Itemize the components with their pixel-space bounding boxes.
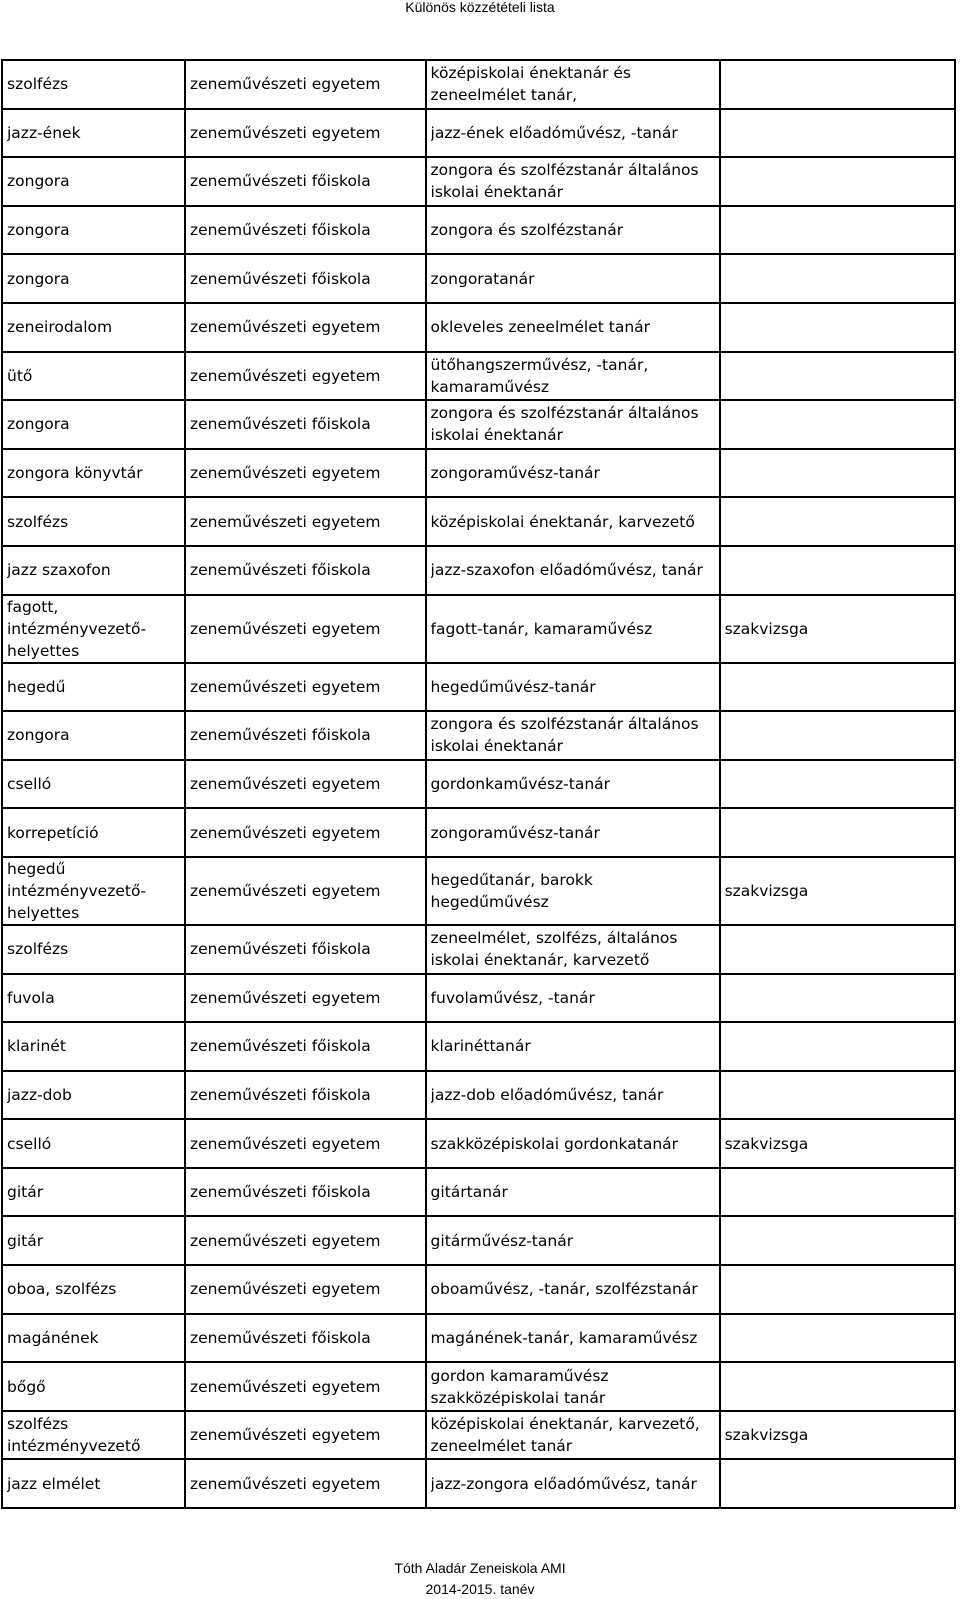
exam-cell	[720, 1314, 955, 1363]
institution-cell	[185, 303, 426, 352]
qualification-cell-text: gordon kamaraművész szakközépiskolai tanár	[430, 1366, 609, 1407]
subject-cell	[2, 497, 185, 546]
institution-cell-text: zeneművészeti egyetem	[189, 318, 381, 337]
qualification-cell-text: gordonkaművész-tanár	[430, 775, 611, 794]
institution-cell	[185, 974, 426, 1023]
qualification-cell-text: ütőhangszerművész, -tanár, kamaraművész	[430, 355, 649, 396]
subject-cell-text: ütő	[7, 366, 33, 385]
subject-cell-text: szolfézs intézményvezető	[7, 1415, 141, 1456]
qualification-cell-text: gitárművész-tanár	[430, 1231, 574, 1250]
qualification-cell	[426, 546, 720, 595]
institution-cell-text: zeneművészeti egyetem	[189, 619, 381, 638]
qualification-cell-text: középiskolai énektanár és zeneelmélet tanár,	[430, 64, 631, 105]
qualification-cell	[426, 760, 720, 809]
institution-cell-text: zeneművészeti egyetem	[189, 75, 381, 94]
qualification-cell	[426, 1071, 720, 1120]
exam-cell	[720, 546, 955, 595]
table-row	[2, 760, 955, 809]
qualification-cell	[426, 925, 720, 974]
institution-cell	[185, 711, 426, 760]
subject-cell	[2, 711, 185, 760]
institution-cell	[185, 60, 426, 109]
exam-cell	[720, 254, 955, 303]
subject-cell-text: magánének	[7, 1328, 99, 1347]
table-row	[2, 546, 955, 595]
subject-cell	[2, 1314, 185, 1363]
subject-cell	[2, 1459, 185, 1508]
subject-cell-text: szolfézs	[7, 940, 69, 959]
subject-cell-text: zongora	[7, 221, 70, 240]
subject-cell	[2, 663, 185, 712]
subject-cell-text: zongora	[7, 172, 70, 191]
qualification-cell	[426, 60, 720, 109]
table-row	[2, 497, 955, 546]
table-row	[2, 974, 955, 1023]
table-row	[2, 857, 955, 925]
qualification-cell	[426, 1216, 720, 1265]
table-row	[2, 400, 955, 449]
institution-cell	[185, 1119, 426, 1168]
subject-cell-text: gitár	[7, 1183, 44, 1202]
qualification-cell-text: zongoraművész-tanár	[430, 464, 600, 483]
subject-cell	[2, 109, 185, 158]
subject-cell-text: zongora könyvtár	[7, 464, 143, 483]
subject-cell-text: jazz-ének	[7, 123, 81, 142]
table-row	[2, 711, 955, 760]
table-row	[2, 449, 955, 498]
qualification-cell	[426, 206, 720, 255]
qualification-cell	[426, 1411, 720, 1460]
exam-cell	[720, 1071, 955, 1120]
qualification-cell	[426, 663, 720, 712]
exam-cell	[720, 925, 955, 974]
subject-cell	[2, 1265, 185, 1314]
exam-cell	[720, 663, 955, 712]
qualification-cell-text: jazz-ének előadóművész, -tanár	[430, 123, 678, 142]
institution-cell	[185, 1459, 426, 1508]
subject-cell	[2, 206, 185, 255]
institution-cell-text: zeneművészeti főiskola	[189, 415, 371, 434]
subject-cell	[2, 254, 185, 303]
subject-cell	[2, 400, 185, 449]
table-row	[2, 1071, 955, 1120]
subject-cell-text: zongora	[7, 269, 70, 288]
subject-cell	[2, 60, 185, 109]
subject-cell	[2, 925, 185, 974]
exam-cell	[720, 1459, 955, 1508]
institution-cell	[185, 1362, 426, 1411]
subject-cell	[2, 157, 185, 206]
exam-cell-text: szakvizsga	[724, 1426, 809, 1445]
subject-cell-text: szolfézs	[7, 512, 69, 531]
exam-cell	[720, 352, 955, 401]
qualification-cell	[426, 109, 720, 158]
exam-cell	[720, 857, 955, 925]
exam-cell	[720, 1216, 955, 1265]
qualification-cell-text: hegedűművész-tanár	[430, 677, 596, 696]
institution-cell	[185, 449, 426, 498]
table-row	[2, 206, 955, 255]
qualification-cell	[426, 1265, 720, 1314]
subject-cell-text: cselló	[7, 775, 52, 794]
qualification-cell	[426, 1362, 720, 1411]
exam-cell	[720, 449, 955, 498]
table-row	[2, 1119, 955, 1168]
qualification-cell-text: zeneelmélet, szolfézs, általános iskolai énektanár, karvezető	[430, 929, 678, 970]
exam-cell	[720, 595, 955, 663]
exam-cell-text: szakvizsga	[724, 619, 809, 638]
subject-cell	[2, 974, 185, 1023]
table-row	[2, 352, 955, 401]
institution-cell-text: zeneművészeti egyetem	[189, 123, 381, 142]
institution-cell-text: zeneművészeti egyetem	[189, 823, 381, 842]
table-row	[2, 157, 955, 206]
qualification-cell	[426, 808, 720, 857]
qualification-cell	[426, 303, 720, 352]
institution-cell-text: zeneművészeti egyetem	[189, 366, 381, 385]
qualification-cell-text: középiskolai énektanár, karvezető	[430, 512, 695, 531]
institution-cell	[185, 1022, 426, 1071]
institution-cell-text: zeneművészeti főiskola	[189, 221, 371, 240]
qualification-cell	[426, 1022, 720, 1071]
page-title: Különös közzétételi lista	[405, 0, 555, 15]
institution-cell	[185, 1314, 426, 1363]
qualification-cell-text: zongora és szolfézstanár	[430, 221, 624, 240]
subject-cell-text: szolfézs	[7, 75, 69, 94]
qualification-cell	[426, 857, 720, 925]
exam-cell	[720, 157, 955, 206]
staff-qualification-table	[1, 59, 956, 1509]
institution-cell-text: zeneművészeti főiskola	[189, 1183, 371, 1202]
subject-cell-text: jazz elmélet	[7, 1474, 101, 1493]
qualification-cell-text: zongora és szolfézstanár általános iskolai énektanár	[430, 404, 699, 445]
table-row	[2, 1265, 955, 1314]
subject-cell-text: fuvola	[7, 988, 55, 1007]
exam-cell	[720, 974, 955, 1023]
subject-cell-text: zeneirodalom	[7, 318, 113, 337]
subject-cell	[2, 1119, 185, 1168]
qualification-cell-text: zongora és szolfézstanár általános iskolai énektanár	[430, 161, 699, 202]
exam-cell	[720, 760, 955, 809]
exam-cell	[720, 497, 955, 546]
institution-cell	[185, 497, 426, 546]
table-row	[2, 109, 955, 158]
institution-cell-text: zeneművészeti főiskola	[189, 269, 371, 288]
exam-cell	[720, 1168, 955, 1217]
table-row	[2, 595, 955, 663]
qualification-cell-text: fagott-tanár, kamaraművész	[430, 619, 653, 638]
institution-cell-text: zeneművészeti egyetem	[189, 1231, 381, 1250]
subject-cell	[2, 352, 185, 401]
institution-cell	[185, 206, 426, 255]
institution-cell-text: zeneművészeti főiskola	[189, 561, 371, 580]
subject-cell-text: zongora	[7, 415, 70, 434]
exam-cell	[720, 1022, 955, 1071]
institution-cell	[185, 857, 426, 925]
subject-cell-text: zongora	[7, 726, 70, 745]
subject-cell	[2, 1071, 185, 1120]
table-row	[2, 1362, 955, 1411]
qualification-cell-text: hegedűtanár, barokk hegedűművész	[430, 870, 593, 911]
qualification-cell-text: magánének-tanár, kamaraművész	[430, 1328, 698, 1347]
qualification-cell	[426, 595, 720, 663]
school-year: 2014-2015. tanév	[425, 1581, 535, 1597]
qualification-cell-text: zongoraművész-tanár	[430, 823, 600, 842]
exam-cell	[720, 808, 955, 857]
qualification-cell	[426, 711, 720, 760]
exam-cell-text: szakvizsga	[724, 881, 809, 900]
institution-cell	[185, 352, 426, 401]
table-row	[2, 1411, 955, 1460]
subject-cell	[2, 449, 185, 498]
institution-cell	[185, 254, 426, 303]
subject-cell-text: hegedű intézményvezető-helyettes	[7, 859, 147, 922]
qualification-cell	[426, 497, 720, 546]
institution-cell	[185, 1411, 426, 1460]
institution-cell	[185, 1071, 426, 1120]
table-row	[2, 303, 955, 352]
subject-cell	[2, 1362, 185, 1411]
qualification-cell-text: jazz-szaxofon előadóművész, tanár	[430, 561, 703, 580]
institution-cell-text: zeneművészeti egyetem	[189, 988, 381, 1007]
exam-cell	[720, 60, 955, 109]
exam-cell	[720, 1362, 955, 1411]
subject-cell-text: hegedű	[7, 677, 66, 696]
qualification-cell-text: gitártanár	[430, 1183, 508, 1202]
exam-cell	[720, 109, 955, 158]
subject-cell	[2, 760, 185, 809]
institution-cell	[185, 400, 426, 449]
subject-cell	[2, 857, 185, 925]
table-row	[2, 1314, 955, 1363]
institution-cell	[185, 760, 426, 809]
subject-cell	[2, 1216, 185, 1265]
qualification-cell-text: középiskolai énektanár, karvezető, zeneelmélet tanár	[430, 1415, 700, 1456]
table-row	[2, 254, 955, 303]
institution-cell-text: zeneművészeti egyetem	[189, 1280, 381, 1299]
qualification-cell	[426, 449, 720, 498]
subject-cell-text: korrepetíció	[7, 823, 99, 842]
exam-cell	[720, 303, 955, 352]
subject-cell-text: fagott, intézményvezető-helyettes	[7, 597, 147, 660]
institution-cell	[185, 808, 426, 857]
qualification-cell-text: oboaművész, -tanár, szolfézstanár	[430, 1280, 698, 1299]
table-row	[2, 60, 955, 109]
institution-cell-text: zeneművészeti egyetem	[189, 512, 381, 531]
subject-cell-text: oboa, szolfézs	[7, 1280, 117, 1299]
table-row	[2, 1022, 955, 1071]
table-row	[2, 808, 955, 857]
qualification-cell-text: klarinéttanár	[430, 1037, 531, 1056]
qualification-cell-text: zongoratanár	[430, 269, 535, 288]
qualification-cell-text: fuvolaművész, -tanár	[430, 988, 595, 1007]
subject-cell	[2, 546, 185, 595]
qualification-cell	[426, 352, 720, 401]
exam-cell	[720, 206, 955, 255]
exam-cell	[720, 1119, 955, 1168]
qualification-cell-text: jazz-dob előadóművész, tanár	[430, 1085, 664, 1104]
table-row	[2, 1459, 955, 1508]
institution-cell-text: zeneművészeti egyetem	[189, 1377, 381, 1396]
institution-cell	[185, 1265, 426, 1314]
qualification-cell-text: zongora és szolfézstanár általános iskolai énektanár	[430, 715, 699, 756]
institution-cell	[185, 157, 426, 206]
qualification-cell	[426, 974, 720, 1023]
institution-cell-text: zeneművészeti főiskola	[189, 940, 371, 959]
institution-cell	[185, 109, 426, 158]
table-row	[2, 1216, 955, 1265]
institution-cell-text: zeneművészeti egyetem	[189, 1426, 381, 1445]
exam-cell	[720, 1265, 955, 1314]
exam-cell-text: szakvizsga	[724, 1134, 809, 1153]
institution-cell-text: zeneművészeti egyetem	[189, 1474, 381, 1493]
table-row	[2, 925, 955, 974]
exam-cell	[720, 1411, 955, 1460]
subject-cell-text: bőgő	[7, 1377, 46, 1396]
qualification-cell-text: okleveles zeneelmélet tanár	[430, 318, 651, 337]
institution-cell-text: zeneművészeti főiskola	[189, 1037, 371, 1056]
qualification-cell-text: jazz-zongora előadóművész, tanár	[430, 1474, 697, 1493]
institution-cell-text: zeneművészeti főiskola	[189, 726, 371, 745]
table-row	[2, 663, 955, 712]
institution-cell	[185, 1216, 426, 1265]
qualification-cell	[426, 1119, 720, 1168]
institution-cell-text: zeneművészeti főiskola	[189, 1328, 371, 1347]
institution-cell	[185, 546, 426, 595]
subject-cell	[2, 303, 185, 352]
subject-cell	[2, 1411, 185, 1460]
exam-cell	[720, 711, 955, 760]
qualification-cell	[426, 254, 720, 303]
institution-cell-text: zeneművészeti egyetem	[189, 881, 381, 900]
school-name: Tóth Aladár Zeneiskola AMI	[394, 1560, 566, 1576]
qualification-cell	[426, 1314, 720, 1363]
subject-cell-text: jazz szaxofon	[7, 561, 111, 580]
qualification-cell-text: szakközépiskolai gordonkatanár	[430, 1134, 679, 1153]
subject-cell	[2, 1022, 185, 1071]
qualification-cell	[426, 157, 720, 206]
subject-cell-text: cselló	[7, 1134, 52, 1153]
subject-cell	[2, 1168, 185, 1217]
institution-cell-text: zeneművészeti főiskola	[189, 1085, 371, 1104]
institution-cell-text: zeneművészeti egyetem	[189, 464, 381, 483]
institution-cell	[185, 595, 426, 663]
subject-cell-text: klarinét	[7, 1037, 66, 1056]
table-row	[2, 1168, 955, 1217]
institution-cell-text: zeneművészeti egyetem	[189, 1134, 381, 1153]
subject-cell-text: jazz-dob	[7, 1085, 72, 1104]
institution-cell-text: zeneművészeti egyetem	[189, 775, 381, 794]
qualification-cell	[426, 1459, 720, 1508]
exam-cell	[720, 400, 955, 449]
institution-cell	[185, 925, 426, 974]
qualification-cell	[426, 1168, 720, 1217]
institution-cell-text: zeneművészeti főiskola	[189, 172, 371, 191]
subject-cell-text: gitár	[7, 1231, 44, 1250]
qualification-cell	[426, 400, 720, 449]
subject-cell	[2, 595, 185, 663]
institution-cell-text: zeneművészeti egyetem	[189, 677, 381, 696]
institution-cell	[185, 663, 426, 712]
subject-cell	[2, 808, 185, 857]
institution-cell	[185, 1168, 426, 1217]
